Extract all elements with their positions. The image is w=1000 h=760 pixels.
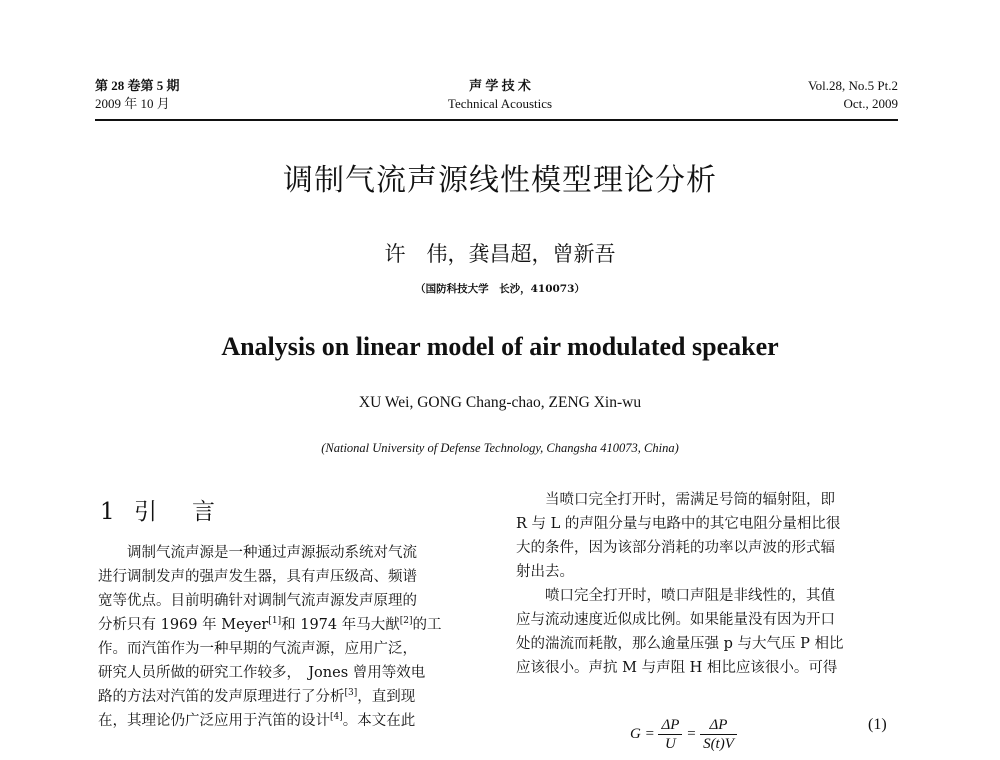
header-journal-cn: 声 学 技 术 bbox=[469, 78, 531, 93]
citation-ref[interactable]: [4] bbox=[330, 712, 343, 723]
paragraph-line: 应与流动速度近似成比例。如果能量没有因为开口 bbox=[516, 612, 835, 628]
header-journal-en: Technical Acoustics bbox=[447, 96, 553, 111]
header-rule bbox=[95, 119, 898, 121]
paragraph-line: 喷口完全打开时，喷口声阻是非线性的，其值 bbox=[545, 588, 835, 604]
title-english: Analysis on linear model of air modulated speaker bbox=[221, 332, 779, 361]
header-date-cn: 2009 年 10 月 bbox=[95, 96, 170, 111]
paragraph-line: 作。而汽笛作为一种早期的气流声源，应用广泛， bbox=[98, 641, 417, 657]
paragraph-line: 调制气流声源是一种通过声源振动系统对气流 bbox=[127, 545, 417, 561]
header-volume-en: Vol.28, No.5 Pt.2 bbox=[807, 78, 898, 93]
affiliation-english: (National University of Defense Technology, Changsha 410073, China) bbox=[321, 441, 679, 455]
paragraph-line: 在，其理论仍广泛应用于汽笛的设计[4]。本文在此 bbox=[98, 712, 416, 729]
paragraph-line: 大的条件，因为该部分消耗的功率以声波的形式辐 bbox=[516, 540, 835, 556]
title-chinese: 调制气流声源线性模型理论分析 bbox=[283, 163, 717, 198]
authors-english: XU Wei, GONG Chang-chao, ZENG Xin-wu bbox=[358, 394, 642, 411]
paragraph-line: 分析只有 1969 年 Meyer[1]和 1974 年马大猷[2]的工 bbox=[98, 616, 442, 633]
paragraph-line: 路的方法对汽笛的发声原理进行了分析[3]，直到现 bbox=[98, 688, 416, 705]
paragraph-line: R 与 L 的声阻分量与电路中的其它电阻分量相比很 bbox=[516, 516, 841, 532]
paragraph-line: 宽等优点。目前明确针对调制气流声源发声原理的 bbox=[98, 593, 417, 609]
left-column bbox=[98, 541, 482, 733]
section-heading: 1 引 言 bbox=[100, 499, 221, 525]
header-volume-cn: 第 28 卷第 5 期 bbox=[95, 78, 180, 93]
header-date-en: Oct., 2009 bbox=[843, 96, 898, 111]
equation-fraction: $\frac{\Delta P}{U}$ bbox=[658, 716, 682, 753]
equation-number: (1) bbox=[868, 716, 887, 733]
paragraph-line: 处的湍流而耗散，那么逾量压强 p 与大气压 P 相比 bbox=[516, 636, 844, 652]
right-column bbox=[516, 488, 900, 680]
authors-chinese: 许 伟，龚昌超，曾新吾 bbox=[384, 242, 616, 266]
citation-ref[interactable]: [3] bbox=[344, 688, 358, 699]
paragraph-line: 进行调制发声的强声发生器，具有声压级高、频谱 bbox=[98, 569, 417, 585]
affiliation-chinese: （国防科技大学 长沙，410073） bbox=[415, 283, 585, 295]
paragraph-line: 应该很小。声抗 M 与声阻 H 相比应该很小。可得 bbox=[516, 660, 838, 676]
paragraph-line: 当喷口完全打开时，需满足号筒的辐射阻，即 bbox=[545, 492, 835, 508]
paragraph-line: 研究人员所做的研究工作较多， Jones 曾用等效电 bbox=[98, 665, 426, 681]
equation-lhs: G bbox=[630, 725, 641, 742]
equation-1: G = $\frac{\Delta P}{U}$ = $\frac{\Delta P}{S(t)V}$ bbox=[630, 716, 737, 753]
equation-fraction: $\frac{\Delta P}{S(t)V}$ bbox=[700, 716, 737, 753]
citation-ref[interactable]: [2] bbox=[399, 616, 413, 627]
citation-ref[interactable]: [1] bbox=[268, 616, 282, 627]
paragraph-line: 射出去。 bbox=[516, 564, 574, 580]
